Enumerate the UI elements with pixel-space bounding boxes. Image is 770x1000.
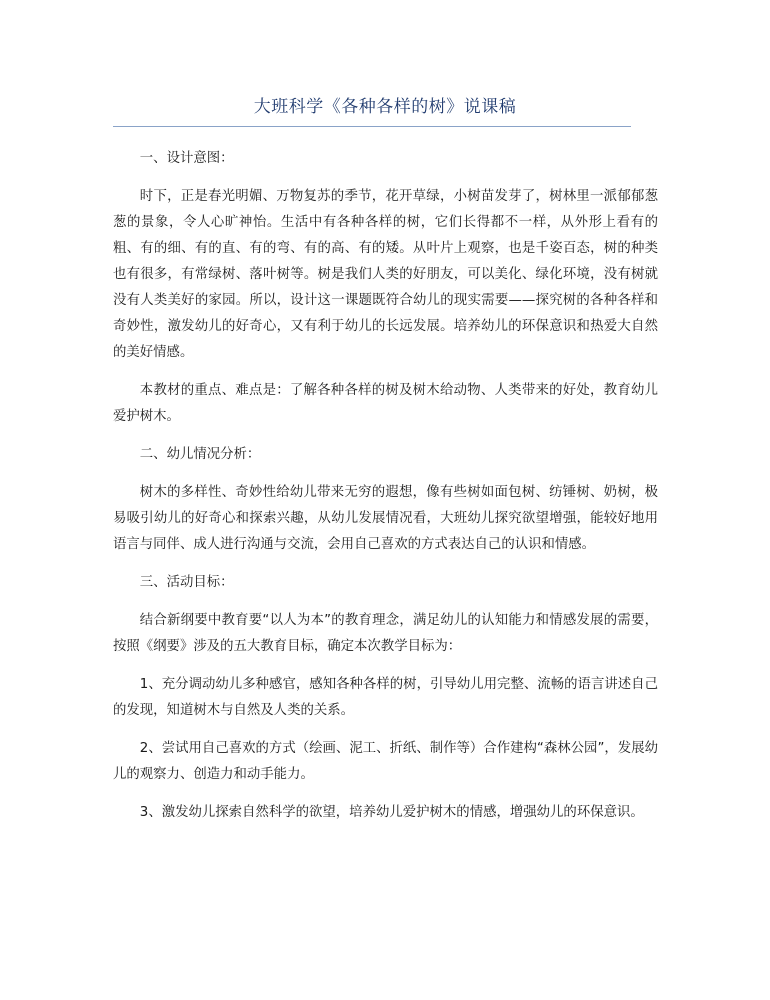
section-heading-child-analysis: 二、幼儿情况分析： (139, 447, 261, 462)
section-heading-goals: 三、活动目标： (139, 575, 234, 590)
paragraph-goals-intro: 结合新纲要中教育要“以人为本”的教育理念，满足幼儿的认知能力和情感发展的需要，按照《纲要》涉及的五大教育目标，确定本次教学目标为： (113, 613, 658, 654)
document-body (113, 146, 658, 838)
paragraph-child-analysis: 树木的多样性、奇妙性给幼儿带来无穷的遐想，像有些树如面包树、纺锤树、奶树，极易吸引幼儿的好奇心和探索兴趣，从幼儿发展情况看，大班幼儿探究欲望增强，能较好地用语言与同伴、成人进行沟通与交流，会用自己喜欢的方式表达自己的认识和情感。 (113, 485, 658, 552)
goal-item-2: 2、尝试用自己喜欢的方式（绘画、泥工、折纸、制作等）合作建构“森林公园”，发展幼儿的观察力、创造力和动手能力。 (113, 741, 658, 782)
paragraph-key-points: 本教材的重点、难点是：了解各种各样的树及树木给动物、人类带来的好处，教育幼儿爱护树木。 (113, 383, 658, 424)
section-heading-design-intent: 一、设计意图： (139, 151, 234, 166)
paragraph-design-intent: 时下，正是春光明媚、万物复苏的季节，花开草绿，小树苗发芽了，树林里一派郁郁葱葱的景象，令人心旷神怡。生活中有各种各样的树，它们长得都不一样，从外形上看有的粗、有的细、有的直、有的弯、有的高、有的矮。从叶片上观察，也是千姿百态，树的种类也有很多，有常绿树、落叶树等。树是我们人类的好朋友，可以美化、绿化环境，没有树就没有人类美好的家园。所以，设计这一课题既符合幼儿的现实需要——探究树的各种各样和奇妙性，激发幼儿的好奇心，又有利于幼儿的长远发展。培养幼儿的环保意识和热爱大自然的美好情感。 (113, 189, 658, 360)
goal-item-3: 3、激发幼儿探索自然科学的欲望，培养幼儿爱护树木的情感，增强幼儿的环保意识。 (139, 805, 644, 820)
title-underline (113, 126, 631, 127)
document-title: 大班科学《各种各样的树》说课稿 (253, 97, 517, 117)
goal-item-1: 1、充分调动幼儿多种感官，感知各种各样的树，引导幼儿用完整、流畅的语言讲述自己的发现，知道树木与自然及人类的关系。 (113, 677, 658, 718)
